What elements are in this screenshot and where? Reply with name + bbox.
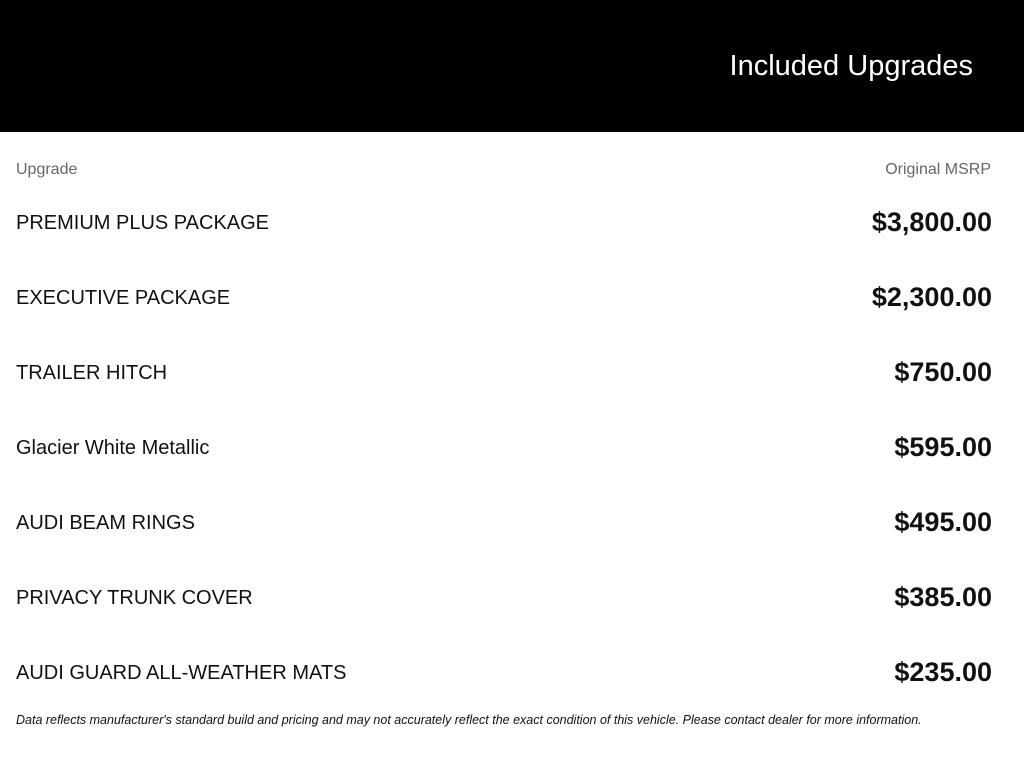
upgrade-name: TRAILER HITCH (16, 362, 168, 384)
upgrade-price: $3,800.00 (871, 207, 992, 237)
upgrade-name: Glacier White Metallic (16, 437, 210, 459)
upgrade-name: EXECUTIVE PACKAGE (16, 287, 231, 309)
upgrades-list (0, 185, 1024, 710)
upgrade-row (0, 485, 1024, 560)
upgrade-price: $2,300.00 (871, 282, 992, 312)
upgrade-row (0, 635, 1024, 710)
upgrade-price: $235.00 (894, 657, 992, 687)
upgrade-price: $495.00 (894, 507, 992, 537)
column-header-upgrade: Upgrade (16, 161, 78, 178)
upgrade-price: $595.00 (894, 432, 992, 462)
upgrade-name: AUDI GUARD ALL-WEATHER MATS (16, 662, 347, 684)
upgrade-row (0, 335, 1024, 410)
upgrade-row (0, 260, 1024, 335)
upgrade-name: PRIVACY TRUNK COVER (16, 587, 253, 609)
upgrade-row (0, 410, 1024, 485)
page-header (0, 0, 1024, 132)
column-header-original-msrp: Original MSRP (885, 161, 991, 178)
upgrade-name: AUDI BEAM RINGS (16, 512, 195, 534)
upgrade-name: PREMIUM PLUS PACKAGE (16, 212, 270, 234)
upgrade-price: $385.00 (894, 582, 992, 612)
upgrade-row (0, 185, 1024, 260)
page-title: Included Upgrades (729, 50, 973, 82)
upgrade-row (0, 560, 1024, 635)
upgrade-price: $750.00 (894, 357, 992, 387)
pricing-disclaimer: Data reflects manufacturer's standard build and pricing and may not accurately reflect the exact condition of this vehicle. Please contact dealer for more information. (16, 713, 922, 727)
